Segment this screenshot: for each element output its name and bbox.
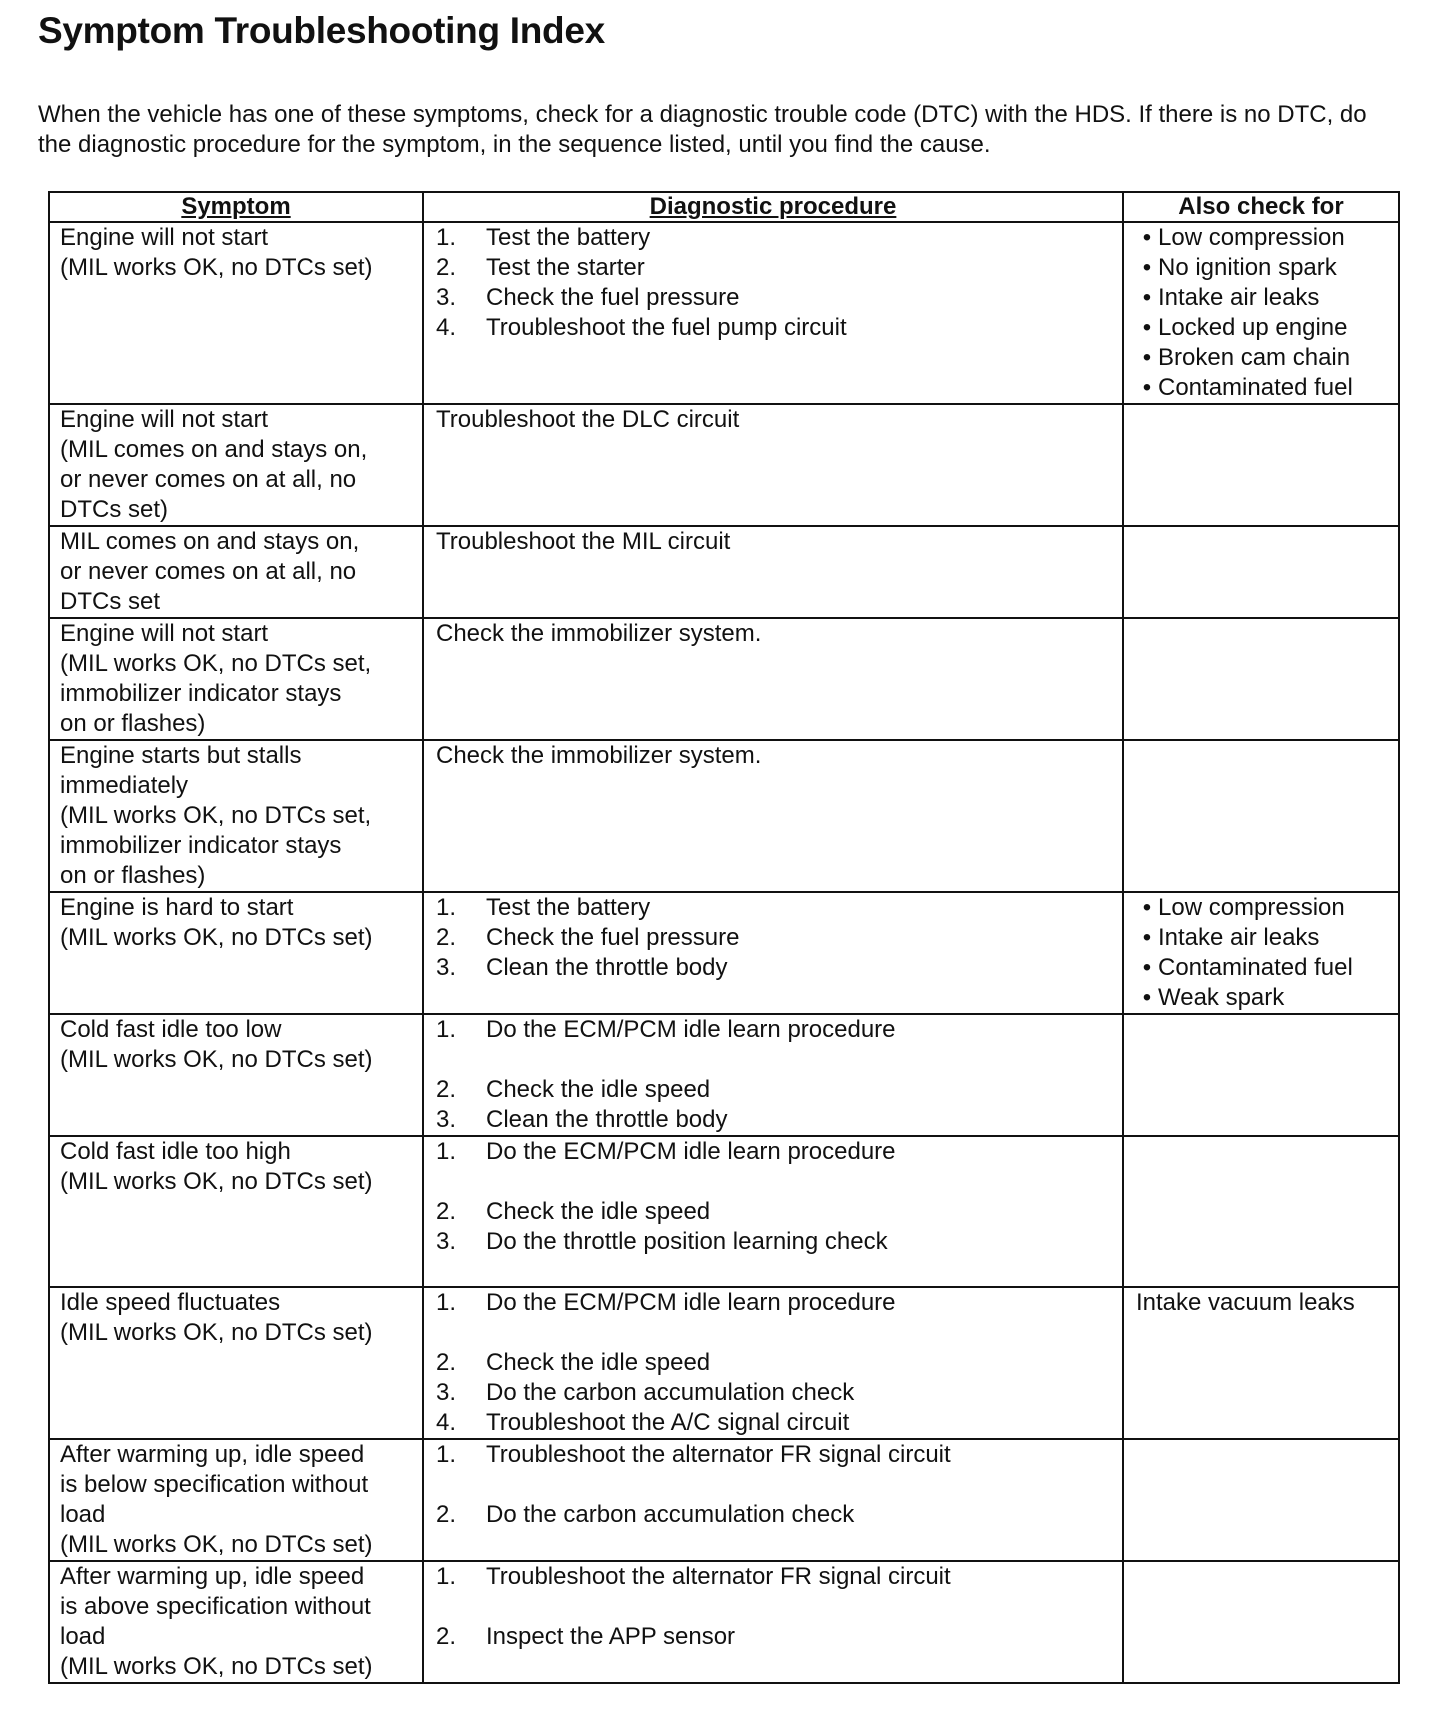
symptom-line: (MIL works OK, no DTCs set) [60, 1168, 373, 1195]
bullet-icon: • [1142, 284, 1152, 311]
procedure-cell [423, 1287, 1123, 1439]
step-number: 2. [436, 1198, 457, 1225]
procedure-cell [423, 526, 1123, 618]
step-text: Do the ECM/PCM idle learn procedure [486, 1289, 896, 1316]
procedure-step [436, 953, 1122, 983]
symptom-cell [49, 618, 423, 740]
step-text: Troubleshoot the alternator FR signal circuit [486, 1563, 951, 1590]
step-number: 1. [436, 1563, 457, 1590]
also-check-item [1136, 953, 1398, 983]
symptom-line: (MIL works OK, no DTCs set, [60, 650, 372, 677]
symptom-line: DTCs set [60, 588, 161, 615]
also-check-text: Locked up engine [1158, 314, 1348, 341]
procedure-text: Troubleshoot the MIL circuit [436, 528, 731, 555]
also-check-cell [1123, 1014, 1399, 1136]
symptom-cell [49, 740, 423, 892]
also-check-cell [1123, 892, 1399, 1014]
step-text: Troubleshoot the alternator FR signal circuit [486, 1441, 951, 1468]
procedure-step [436, 253, 1122, 283]
bullet-icon: • [1142, 374, 1152, 401]
procedure-step [436, 893, 1122, 923]
table-row [49, 404, 1399, 526]
also-check-text: Contaminated fuel [1158, 374, 1353, 401]
symptom-line: Engine will not start [60, 406, 269, 433]
procedure-step [436, 1015, 1122, 1045]
step-number: 2. [436, 1076, 457, 1103]
step-number: 3. [436, 1379, 457, 1406]
procedure-cell [423, 1136, 1123, 1287]
symptom-cell [49, 1439, 423, 1561]
bullet-icon: • [1142, 314, 1152, 341]
symptom-cell [49, 1014, 423, 1136]
page-title: Symptom Troubleshooting Index [38, 10, 605, 51]
step-text: Do the carbon accumulation check [486, 1501, 855, 1528]
table-row [49, 1439, 1399, 1561]
step-number: 1. [436, 1441, 457, 1468]
also-check-text: Broken cam chain [1158, 344, 1351, 371]
step-number: 2. [436, 924, 457, 951]
procedure-cell [423, 1439, 1123, 1561]
symptom-line: (MIL works OK, no DTCs set) [60, 1319, 373, 1346]
table-row [49, 892, 1399, 1014]
also-check-text: Low compression [1158, 224, 1345, 251]
also-check-cell [1123, 618, 1399, 740]
symptom-cell [49, 222, 423, 404]
symptom-line: on or flashes) [60, 710, 206, 737]
also-check-cell [1123, 1439, 1399, 1561]
step-text: Test the starter [486, 254, 645, 281]
also-check-cell [1123, 526, 1399, 618]
intro-paragraph: When the vehicle has one of these symptoms, check for a diagnostic trouble code (DTC) with the HDS. If there is no DTC, do the diagnostic procedure for the symptom, in the sequence listed, until you find the cause. [38, 101, 1367, 158]
step-text: Do the carbon accumulation check [486, 1379, 855, 1406]
symptom-line: (MIL works OK, no DTCs set) [60, 1046, 373, 1073]
also-check-cell [1123, 1561, 1399, 1683]
table-row [49, 1014, 1399, 1136]
procedure-text: Check the immobilizer system. [436, 742, 762, 769]
also-check-item [1136, 893, 1398, 923]
symptom-cell [49, 526, 423, 618]
also-check-cell [1123, 404, 1399, 526]
symptom-line: Cold fast idle too low [60, 1016, 282, 1043]
procedure-cell [423, 404, 1123, 526]
step-number: 3. [436, 954, 457, 981]
also-check-text: No ignition spark [1158, 254, 1337, 281]
procedure-cell [423, 222, 1123, 404]
header-procedure-label: Diagnostic procedure [649, 193, 897, 220]
symptom-line: Engine is hard to start [60, 894, 294, 921]
step-text: Test the battery [486, 224, 651, 251]
symptom-line: immobilizer indicator stays [60, 832, 342, 859]
table-row [49, 222, 1399, 404]
also-check-cell [1123, 740, 1399, 892]
symptom-cell [49, 892, 423, 1014]
step-number: 3. [436, 1228, 457, 1255]
also-check-item [1136, 283, 1398, 313]
symptom-line: (MIL comes on and stays on, [60, 436, 368, 463]
symptom-line: (MIL works OK, no DTCs set) [60, 924, 373, 951]
symptom-line: Engine starts but stalls [60, 742, 302, 769]
also-check-text: Intake air leaks [1158, 284, 1320, 311]
bullet-icon: • [1142, 254, 1152, 281]
step-text: Check the fuel pressure [486, 924, 740, 951]
step-number: 3. [436, 284, 457, 311]
step-text: Clean the throttle body [486, 954, 728, 981]
header-also-label: Also check for [1178, 193, 1344, 220]
procedure-cell [423, 892, 1123, 1014]
step-text: Troubleshoot the A/C signal circuit [486, 1409, 850, 1436]
step-number: 4. [436, 314, 457, 341]
step-text: Do the ECM/PCM idle learn procedure [486, 1016, 896, 1043]
step-number: 1. [436, 1289, 457, 1316]
also-check-cell [1123, 222, 1399, 404]
symptom-line: immediately [60, 772, 189, 799]
step-text: Inspect the APP sensor [486, 1623, 736, 1650]
bullet-icon: • [1142, 924, 1152, 951]
step-number: 2. [436, 1349, 457, 1376]
header-procedure [423, 192, 1123, 222]
step-number: 1. [436, 1138, 457, 1165]
procedure-step [436, 1500, 1122, 1530]
symptom-line: is below specification without [60, 1471, 369, 1498]
bullet-icon: • [1142, 224, 1152, 251]
also-check-item [1136, 223, 1398, 253]
step-text: Check the idle speed [486, 1198, 711, 1225]
symptom-line: or never comes on at all, no [60, 558, 357, 585]
table-row [49, 1287, 1399, 1439]
symptom-line: (MIL works OK, no DTCs set) [60, 1653, 373, 1680]
procedure-step [436, 1075, 1122, 1105]
procedure-cell [423, 618, 1123, 740]
table-row [49, 1136, 1399, 1287]
step-number: 3. [436, 1106, 457, 1133]
also-check-item [1136, 373, 1398, 403]
header-symptom-label: Symptom [181, 193, 291, 220]
step-text: Check the idle speed [486, 1076, 711, 1103]
step-text: Test the battery [486, 894, 651, 921]
procedure-step [436, 223, 1122, 253]
procedure-step [436, 283, 1122, 313]
step-text: Do the throttle position learning check [486, 1228, 888, 1255]
symptom-cell [49, 404, 423, 526]
table-row [49, 740, 1399, 892]
procedure-step [436, 1378, 1122, 1408]
symptom-line: MIL comes on and stays on, [60, 528, 360, 555]
header-row [49, 192, 1399, 222]
symptom-table [48, 191, 1400, 1684]
procedure-step [436, 1137, 1122, 1167]
symptom-line: (MIL works OK, no DTCs set) [60, 254, 373, 281]
also-check-text: Intake air leaks [1158, 924, 1320, 951]
header-also-check [1123, 192, 1399, 222]
symptom-line: (MIL works OK, no DTCs set) [60, 1531, 373, 1558]
procedure-step [436, 1197, 1122, 1227]
procedure-cell [423, 740, 1123, 892]
also-check-text: Weak spark [1158, 984, 1285, 1011]
symptom-cell [49, 1561, 423, 1683]
step-number: 4. [436, 1409, 457, 1436]
symptom-line: Cold fast idle too high [60, 1138, 291, 1165]
procedure-step [436, 1440, 1122, 1470]
procedure-cell [423, 1014, 1123, 1136]
symptom-line: is above specification without [60, 1593, 371, 1620]
also-check-item [1136, 253, 1398, 283]
also-check-cell [1123, 1136, 1399, 1287]
step-number: 2. [436, 1501, 457, 1528]
step-number: 1. [436, 1016, 457, 1043]
symptom-line: load [60, 1501, 106, 1528]
also-check-text: Low compression [1158, 894, 1345, 921]
symptom-line: After warming up, idle speed [60, 1441, 365, 1468]
also-check-cell [1123, 1287, 1399, 1439]
procedure-step [436, 1408, 1122, 1438]
also-check-item [1136, 983, 1398, 1013]
procedure-step [436, 1288, 1122, 1318]
symptom-line: on or flashes) [60, 862, 206, 889]
procedure-step [436, 1622, 1122, 1652]
table-row [49, 1561, 1399, 1683]
symptom-cell [49, 1136, 423, 1287]
symptom-cell [49, 1287, 423, 1439]
also-check-text: Contaminated fuel [1158, 954, 1353, 981]
symptom-line: Engine will not start [60, 224, 269, 251]
step-text: Troubleshoot the fuel pump circuit [486, 314, 847, 341]
step-text: Check the fuel pressure [486, 284, 740, 311]
procedure-step [436, 1348, 1122, 1378]
table-row [49, 618, 1399, 740]
procedure-step [436, 923, 1122, 953]
step-number: 1. [436, 224, 457, 251]
procedure-step [436, 1105, 1122, 1135]
procedure-text: Check the immobilizer system. [436, 620, 762, 647]
step-text: Check the idle speed [486, 1349, 711, 1376]
procedure-step [436, 313, 1122, 343]
symptom-line: (MIL works OK, no DTCs set, [60, 802, 372, 829]
symptom-line: DTCs set) [60, 496, 168, 523]
also-check-item [1136, 313, 1398, 343]
bullet-icon: • [1142, 344, 1152, 371]
step-text: Clean the throttle body [486, 1106, 728, 1133]
table-row [49, 526, 1399, 618]
symptom-line: After warming up, idle speed [60, 1563, 365, 1590]
also-check-item [1136, 923, 1398, 953]
procedure-step [436, 1562, 1122, 1592]
bullet-icon: • [1142, 894, 1152, 921]
symptom-line: load [60, 1623, 106, 1650]
symptom-line: immobilizer indicator stays [60, 680, 342, 707]
procedure-cell [423, 1561, 1123, 1683]
procedure-step [436, 1227, 1122, 1257]
symptom-line: Engine will not start [60, 620, 269, 647]
step-number: 2. [436, 254, 457, 281]
bullet-icon: • [1142, 954, 1152, 981]
step-text: Do the ECM/PCM idle learn procedure [486, 1138, 896, 1165]
procedure-text: Troubleshoot the DLC circuit [436, 406, 740, 433]
header-symptom [49, 192, 423, 222]
symptom-line: Idle speed fluctuates [60, 1289, 281, 1316]
symptom-line: or never comes on at all, no [60, 466, 357, 493]
bullet-icon: • [1142, 984, 1152, 1011]
step-number: 2. [436, 1623, 457, 1650]
also-check-item [1136, 343, 1398, 373]
also-check-text: Intake vacuum leaks [1136, 1289, 1355, 1316]
step-number: 1. [436, 894, 457, 921]
